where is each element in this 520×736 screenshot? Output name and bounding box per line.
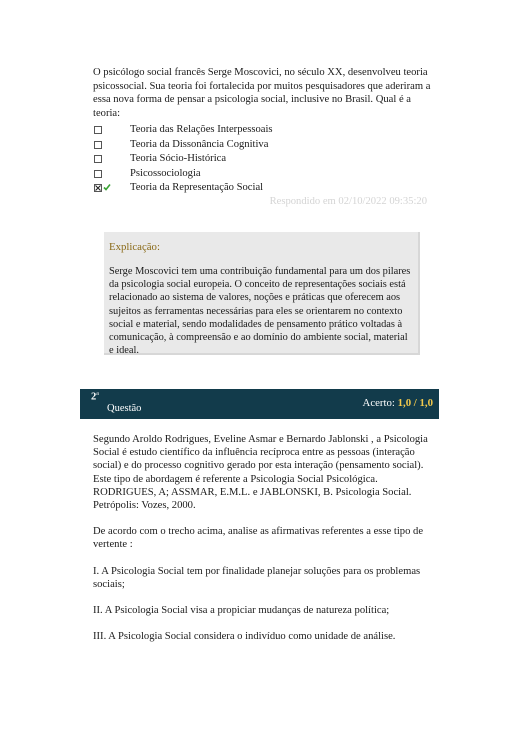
option-item[interactable] [93,167,433,182]
checkbox-unchecked-icon[interactable] [94,170,102,178]
option-label: Teoria Sócio-Histórica [130,153,227,164]
score-value: 1,0 [397,397,412,409]
score-label: Acerto: [362,397,395,409]
question-label: Questão [107,403,142,414]
question-2-paragraph: De acordo com o trecho acima, analise as afirmativas referentes a esse tipo de vertente : [93,526,424,551]
score-total: 1,0 [419,397,433,409]
score [363,397,433,409]
question-1-options [93,123,433,196]
answered-timestamp: Respondido em 02/10/2022 09:35:20 [269,196,427,207]
question-1-text: O psicólogo social francês Serge Moscovici, no século XX, desenvolveu teoria psicossocial. Sua teoria foi fortalecida por muitos pesquisadores que aderiram a essa nova forma de pensar a psicologia social, inclusive no Brasil. Qual é a teoria: [93,67,431,119]
question-header-bar [80,389,439,419]
checkbox-unchecked-icon[interactable] [94,126,102,134]
explanation-box [104,232,420,355]
option-label: Teoria da Dissonância Cognitiva [130,138,269,150]
question-2-paragraph: III. A Psicologia Social considera o indivíduo como unidade de análise. [93,631,396,643]
question-number-sup: a [96,391,99,397]
question-2-paragraph: Segundo Aroldo Rodrigues, Eveline Asmar e Bernardo Jablonski , a Psicologia Social é estudo científico da influência recíproca entre as pessoas (interação social) e do processo cognitivo gerado por esta interação (pensamento social). Este tipo de abordagem é referente a Psicologia Social Psicológica. RODRIGUES, A; ASSMAR, E.M.L. e JABLONSKI, B. Psicologia Social. Petrópolis: Vozes, 2000. [93,434,428,512]
option-label: Teoria das Relações Interpessoais [130,124,273,135]
option-item[interactable] [93,181,433,196]
explanation-title: Explicação: [109,241,160,253]
score-separator: / [411,397,420,409]
option-item[interactable] [93,123,433,138]
explanation-text: Serge Moscovici tem uma contribuição fundamental para um dos pilares da psicologia social europeia. O conceito de representações sociais está relacionado ao sistema de valores, noções e práticas que oferecem aos sujeitos as ferramentas necessárias para eles se orientarem no contexto social e material, sendo modalidades de pensamento prático voltadas à comunicação, à compreensão e ao domínio do ambiente social, material e ideal. [109,266,411,357]
question-2-text [93,433,438,656]
question-number-value: 2 [91,391,97,403]
checkbox-unchecked-icon[interactable] [94,155,102,163]
option-label: Psicossociologia [130,167,201,179]
option-item[interactable] [93,138,433,153]
question-number [91,391,99,403]
question-2-paragraph: II. A Psicologia Social visa a propiciar mudanças de natureza política; [93,605,390,617]
checkbox-checked-icon[interactable] [94,184,102,192]
question-2-paragraph: I. A Psicologia Social tem por finalidade planejar soluções para os problemas sociais; [93,565,421,590]
option-item[interactable] [93,152,433,167]
option-label: Teoria da Representação Social [130,182,264,193]
checkbox-unchecked-icon[interactable] [94,141,102,149]
correct-check-icon [103,183,111,191]
